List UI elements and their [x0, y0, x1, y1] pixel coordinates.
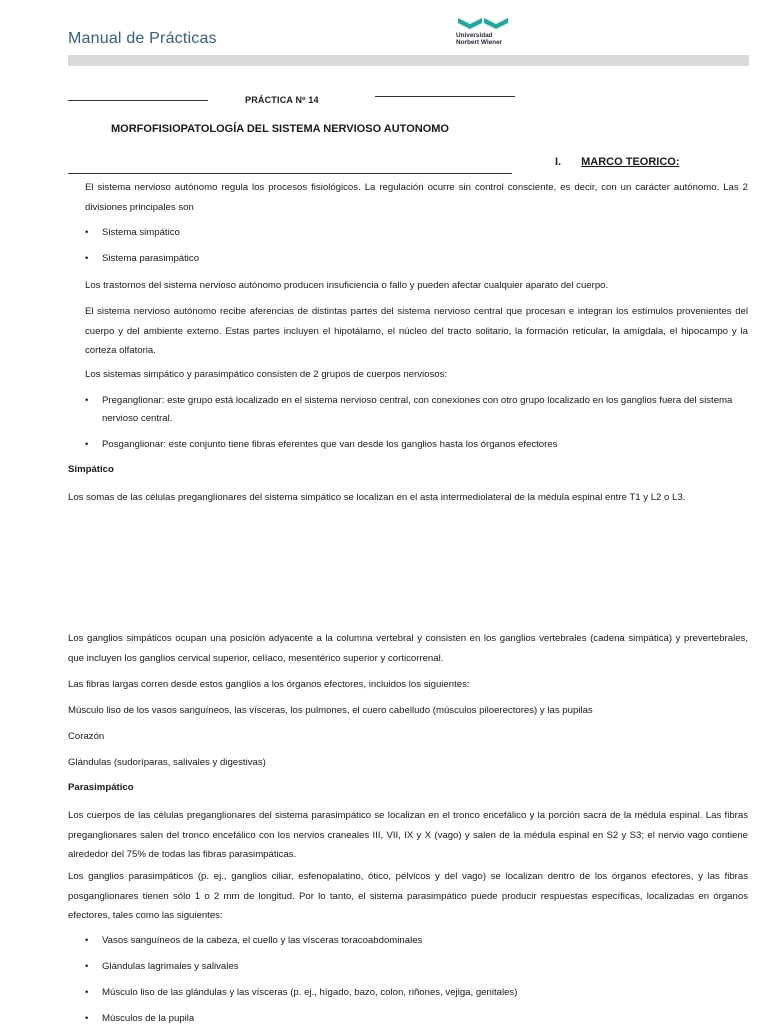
- list-item-text: Músculos de la pupila: [102, 1013, 195, 1024]
- section-rule: [68, 173, 512, 174]
- list-item: [85, 224, 748, 242]
- list-item-text: Preganglionar: este grupo está localizado en el sistema nervioso central, con conexiones con otro grupo localizado en los ganglios fuera del sistema nervioso central.: [102, 395, 733, 424]
- rule-left: [68, 100, 208, 101]
- paragraph: Corazón: [68, 731, 105, 742]
- section-number: I.: [555, 156, 562, 168]
- paragraph: El sistema nervioso autónomo regula los procesos fisiológicos. La regulación ocurre sin control consciente, es decir, con un carácter autónomo. Las 2 divisiones principales son: [85, 182, 748, 213]
- list-item: [85, 392, 748, 428]
- paragraph: Las fibras largas corren desde estos ganglios a los órganos efectores, incluidos los siguientes:: [68, 679, 470, 690]
- bullet-icon: •: [85, 253, 89, 264]
- logo-text: Universidad Norbert Wiener: [456, 32, 503, 46]
- list-item: [85, 958, 748, 976]
- list-item-text: Glándulas lagrimales y salivales: [102, 961, 239, 972]
- paragraph: Los sistemas simpático y parasimpático consisten de 2 grupos de cuerpos nerviosos:: [85, 369, 448, 380]
- bullet-icon: •: [85, 961, 89, 972]
- list-item: [85, 984, 748, 1002]
- paragraph: Los cuerpos de las células preganglionares del sistema parasimpático se localizan en el tronco encefálico y la porción sacra de la médula espinal. Las fibras preganglionares salen del tronco encefálico con los nervios craneales III, VII, IX y X (vago) y salen de la médula espinal en S2 y S3; el nervio vago contiene alrededor del 75% de todas las fibras parasimpáticas.: [68, 810, 748, 860]
- list-item: [85, 436, 748, 454]
- section-title: MARCO TEORICO:: [581, 156, 680, 168]
- paragraph: Los somas de las células preganglionares del sistema simpático se localizan en el asta intermediolateral de la médula espinal entre T1 y L2 o L3.: [68, 492, 686, 503]
- list-item-text: Músculo liso de las glándulas y las vísceras (p. ej., hígado, bazo, colon, riñones, vejiga, genitales): [102, 987, 518, 998]
- section-heading: [555, 156, 680, 168]
- header-title: Manual de Prácticas: [68, 30, 217, 47]
- bullet-icon: •: [85, 987, 89, 998]
- practice-title: MORFOFISIOPATOLOGÍA DEL SISTEMA NERVIOSO AUTONOMO: [111, 123, 449, 135]
- list-item-text: Sistema simpático: [102, 227, 180, 238]
- bullet-icon: •: [85, 935, 89, 946]
- paragraph: Los ganglios parasimpáticos (p. ej., ganglios ciliar, esfenopalatino, ótico, pélvicos y del vago) se localizan dentro de los órganos efectores, y las fibras posganglionares tienen sólo 1 o 2 mm de longitud. Por lo tanto, el sistema parasimpático puede producir respuestas específicas, localizadas en órganos efectores, tales como las siguientes:: [68, 871, 748, 921]
- bullet-icon: •: [85, 227, 89, 238]
- heading-parasimpatico: Parasimpático: [68, 782, 134, 793]
- bullet-icon: •: [85, 395, 89, 406]
- list-item-text: Sistema parasimpático: [102, 253, 200, 264]
- bullet-icon: •: [85, 439, 89, 450]
- paragraph: Los ganglios simpáticos ocupan una posición adyacente a la columna vertebral y consisten en los ganglios vertebrales (cadena simpática) y prevertebrales, que incluyen los ganglios cervical superior, celíaco, mesentérico superior y corticorrenal.: [68, 633, 748, 664]
- list-item: [85, 1010, 748, 1028]
- logo-book-icon: [456, 16, 512, 32]
- list-item: [85, 932, 748, 950]
- rule-right: [375, 96, 515, 97]
- header-bar: [68, 55, 749, 66]
- university-logo: [456, 16, 526, 46]
- paragraph: El sistema nervioso autónomo recibe aferencias de distintas partes del sistema nervioso central que procesan e integran los estímulos provenientes del cuerpo y del ambiente externo. Estas partes incluyen el hipotálamo, el núcleo del tracto solitario, la formación reticular, la amígdala, el hipocampo y la corteza olfatoria.: [85, 306, 748, 356]
- paragraph: Los trastornos del sistema nervioso autónomo producen insuficiencia o fallo y pueden afectar cualquier aparato del cuerpo.: [85, 280, 609, 291]
- list-item-text: Posganglionar: este conjunto tiene fibras eferentes que van desde los ganglios hasta los órganos efectores: [102, 439, 558, 450]
- list-item-text: Vasos sanguíneos de la cabeza, el cuello y las vísceras toracoabdominales: [102, 935, 423, 946]
- bullet-icon: •: [85, 1013, 89, 1024]
- list-item: [85, 250, 748, 268]
- heading-simpatico: Simpático: [68, 464, 114, 475]
- paragraph: Músculo liso de los vasos sanguíneos, las vísceras, los pulmones, el cuero cabelludo (músculos piloerectores) y las pupilas: [68, 705, 593, 716]
- practice-number: PRÁCTICA Nº 14: [245, 95, 319, 105]
- paragraph: Glándulas (sudoríparas, salivales y digestivas): [68, 757, 266, 768]
